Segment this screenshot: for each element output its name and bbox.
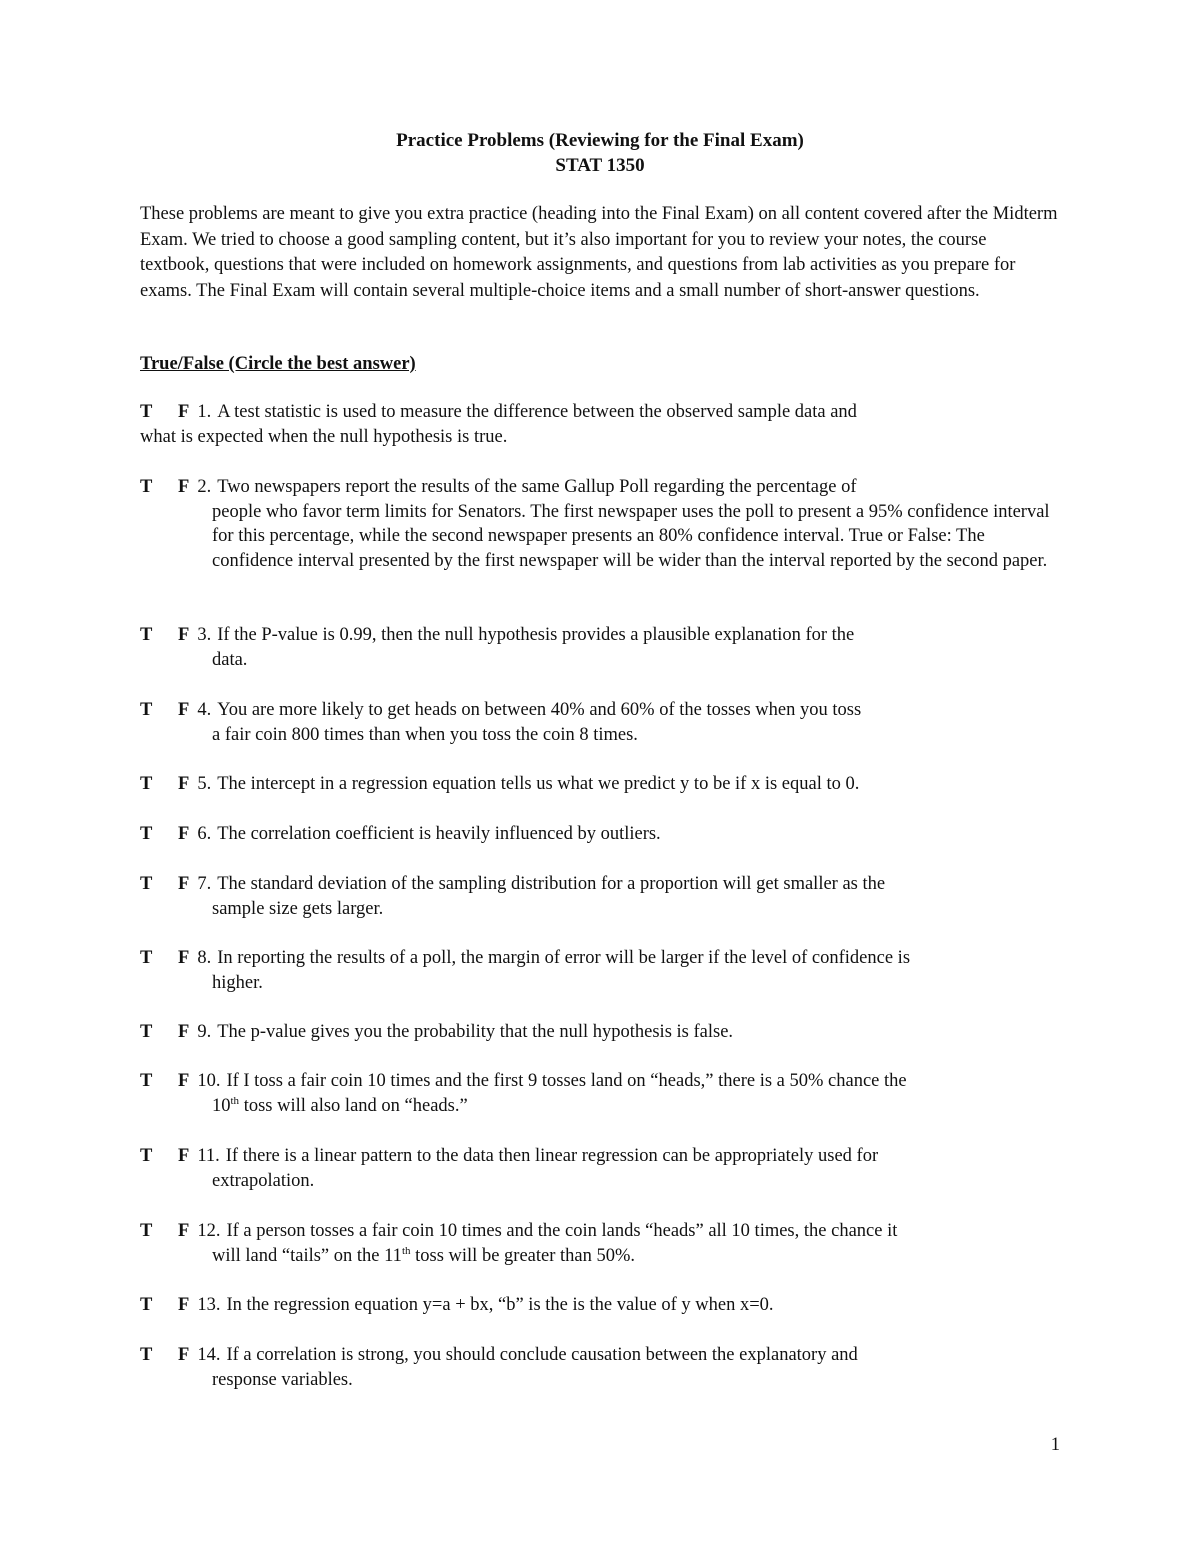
section-heading: True/False (Circle the best answer) <box>140 354 416 374</box>
question-item <box>140 1293 1060 1318</box>
question-item <box>140 400 1060 449</box>
question-text: In reporting the results of a poll, the margin of error will be larger if the level of confidence is <box>217 948 911 968</box>
true-option[interactable]: T <box>140 774 153 794</box>
false-option[interactable]: F <box>178 402 190 422</box>
question-text: If I toss a fair coin 10 times and the first 9 tosses land on “heads,” there is a 50% chance the <box>226 1071 907 1091</box>
question-number: 14. <box>197 1345 221 1365</box>
question-number: 7. <box>197 874 212 894</box>
title-line-2: STAT 1350 <box>555 155 645 176</box>
false-option[interactable]: F <box>178 700 190 720</box>
true-option[interactable]: T <box>140 402 153 422</box>
question-item <box>140 1144 1060 1193</box>
ordinal-suffix: th <box>401 1244 411 1257</box>
question-number: 4. <box>197 700 212 720</box>
false-option[interactable]: F <box>178 1146 190 1166</box>
false-option[interactable]: F <box>178 1295 190 1315</box>
question-number: 13. <box>197 1295 221 1315</box>
continuation-text: toss will also land on “heads.” <box>239 1095 468 1116</box>
false-option[interactable]: F <box>178 477 190 497</box>
false-option[interactable]: F <box>178 1345 190 1365</box>
question-number: 3. <box>197 625 212 645</box>
false-option[interactable]: F <box>178 948 190 968</box>
question-text: You are more likely to get heads on between 40% and 60% of the tosses when you toss <box>217 700 862 720</box>
question-item <box>140 946 1060 995</box>
question-text: The p-value gives you the probability that the null hypothesis is false. <box>217 1022 734 1042</box>
question-continuation: extrapolation. <box>212 1170 315 1191</box>
question-number: 6. <box>197 824 212 844</box>
question-text: If a person tosses a fair coin 10 times and the coin lands “heads” all 10 times, the chance it <box>226 1221 898 1241</box>
question-item <box>140 1069 1060 1118</box>
question-continuation <box>140 1094 1060 1119</box>
false-option[interactable]: F <box>178 1221 190 1241</box>
question-text: If a correlation is strong, you should conclude causation between the explanatory and <box>226 1345 858 1365</box>
question-continuation <box>140 1244 1060 1269</box>
question-item <box>140 623 1060 672</box>
question-item <box>140 772 1060 797</box>
question-number: 11. <box>197 1146 220 1166</box>
true-option[interactable]: T <box>140 874 153 894</box>
question-continuation: higher. <box>212 972 263 993</box>
question-item <box>140 475 1060 573</box>
question-number: 5. <box>197 774 212 794</box>
false-option[interactable]: F <box>178 1022 190 1042</box>
question-item <box>140 822 1060 847</box>
true-option[interactable]: T <box>140 1345 153 1365</box>
question-continuation: data. <box>212 649 248 670</box>
true-option[interactable]: T <box>140 948 153 968</box>
false-option[interactable]: F <box>178 824 190 844</box>
false-option[interactable]: F <box>178 874 190 894</box>
question-item <box>140 872 1060 921</box>
true-option[interactable]: T <box>140 824 153 844</box>
question-text: The standard deviation of the sampling distribution for a proportion will get smaller as the <box>217 874 886 894</box>
question-text: The intercept in a regression equation tells us what we predict y to be if x is equal to 0. <box>217 774 860 794</box>
question-continuation: sample size gets larger. <box>212 898 384 919</box>
intro-paragraph: These problems are meant to give you extra practice (heading into the Final Exam) on all content covered after the Midterm Exam. We tried to choose a good sampling content, but it’s also important for you to review your notes, the course textbook, questions that were included on homework assignments, and questions from lab activities as you prepare for exams. The Final Exam will contain several multiple-choice items and a small number of short-answer questions. <box>140 204 1058 301</box>
true-option[interactable]: T <box>140 1071 153 1091</box>
question-number: 8. <box>197 948 212 968</box>
continuation-text: will land “tails” on the 11 <box>212 1245 402 1266</box>
document-title <box>0 128 1200 178</box>
question-text: If the P-value is 0.99, then the null hypothesis provides a plausible explanation for the <box>217 625 855 645</box>
continuation-text: toss will be greater than 50%. <box>410 1245 636 1266</box>
false-option[interactable]: F <box>178 1071 190 1091</box>
question-number: 10. <box>197 1071 221 1091</box>
question-item <box>140 698 1060 747</box>
true-option[interactable]: T <box>140 1146 153 1166</box>
false-option[interactable]: F <box>178 774 190 794</box>
question-number: 9. <box>197 1022 212 1042</box>
question-continuation: what is expected when the null hypothesis is true. <box>140 426 508 447</box>
question-continuation: people who favor term limits for Senators. The first newspaper uses the poll to present a 95% confidence interval for this percentage, while the second newspaper presents an 80% confidence interval. True or False: The confidence interval presented by the first newspaper will be wider than the interval reported by the second paper. <box>212 501 1050 571</box>
question-continuation: a fair coin 800 times than when you toss the coin 8 times. <box>212 724 638 745</box>
true-option[interactable]: T <box>140 477 153 497</box>
true-option[interactable]: T <box>140 700 153 720</box>
question-item <box>140 1020 1060 1045</box>
page-number: 1 <box>1050 1435 1060 1455</box>
question-text: Two newspapers report the results of the same Gallup Poll regarding the percentage of <box>217 477 857 497</box>
question-text: In the regression equation y=a + bx, “b” is the is the value of y when x=0. <box>226 1295 774 1315</box>
question-item <box>140 1219 1060 1268</box>
continuation-text: 10 <box>212 1095 231 1116</box>
question-text: The correlation coefficient is heavily influenced by outliers. <box>217 824 661 844</box>
true-option[interactable]: T <box>140 625 153 645</box>
question-number: 2. <box>197 477 212 497</box>
false-option[interactable]: F <box>178 625 190 645</box>
question-text: A test statistic is used to measure the difference between the observed sample data and <box>217 402 857 422</box>
title-line-1: Practice Problems (Reviewing for the Final Exam) <box>396 130 804 151</box>
question-number: 12. <box>197 1221 221 1241</box>
true-option[interactable]: T <box>140 1022 153 1042</box>
question-text: If there is a linear pattern to the data then linear regression can be appropriately used for <box>225 1146 879 1166</box>
ordinal-suffix: th <box>230 1094 240 1107</box>
question-item <box>140 1343 1060 1392</box>
true-option[interactable]: T <box>140 1221 153 1241</box>
true-option[interactable]: T <box>140 1295 153 1315</box>
question-number: 1. <box>197 402 212 422</box>
question-continuation: response variables. <box>212 1369 353 1390</box>
